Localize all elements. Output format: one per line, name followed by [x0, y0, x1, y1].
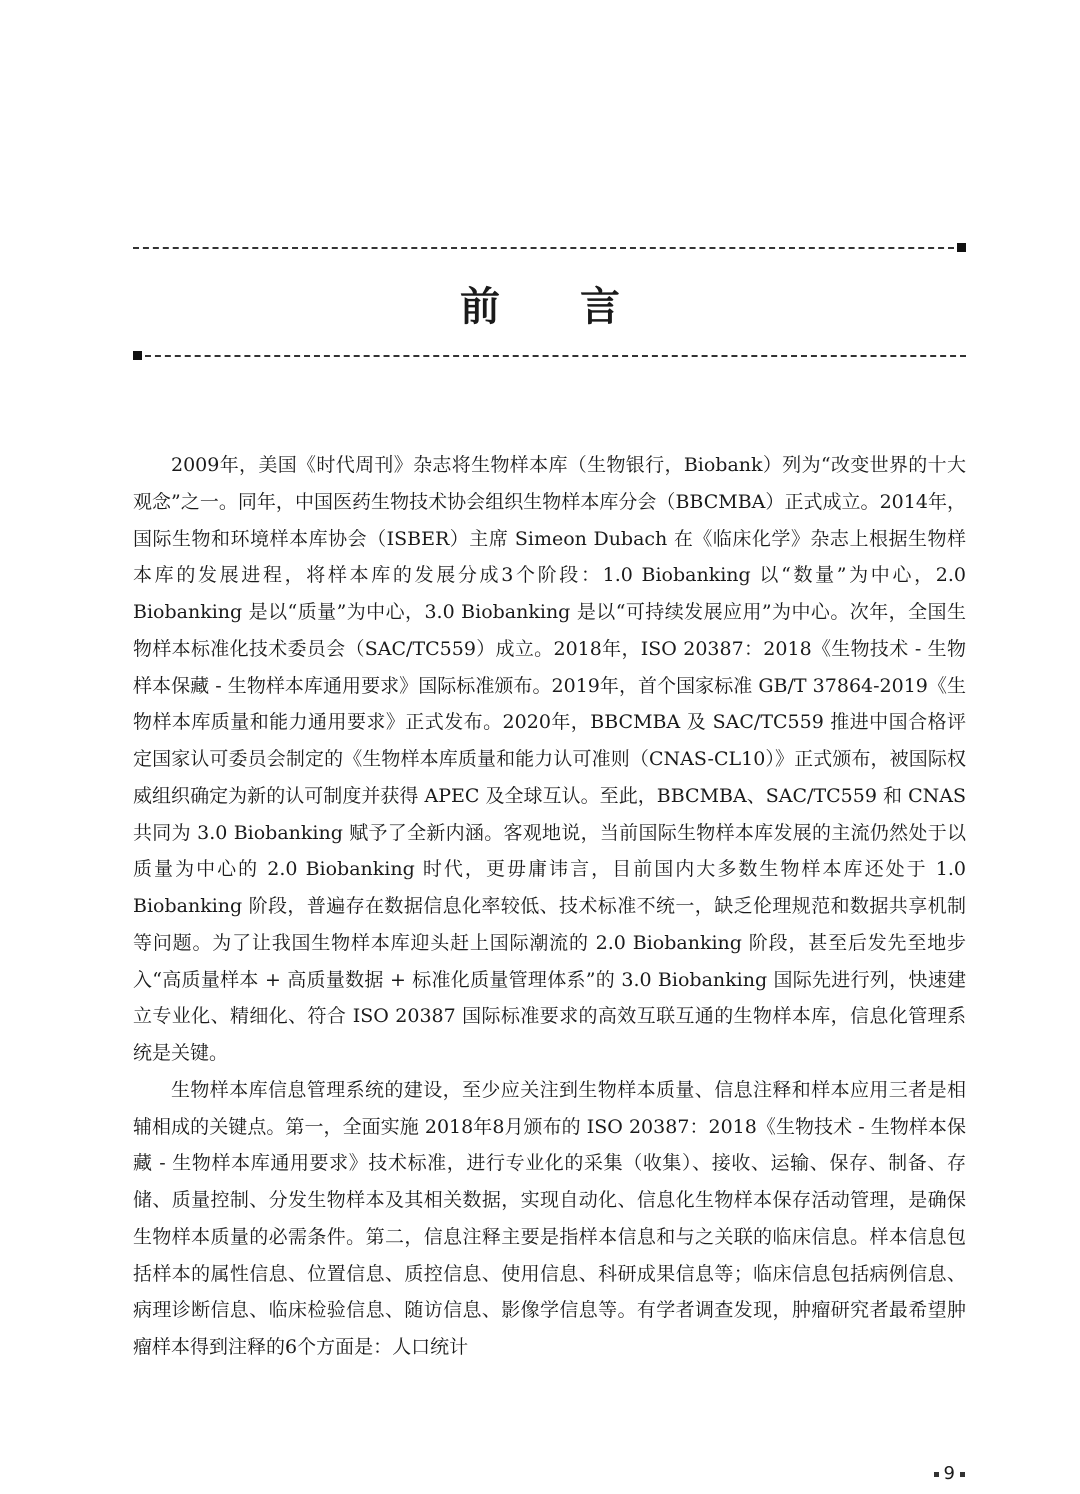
bullet-icon — [960, 1472, 965, 1477]
dashed-line — [145, 355, 966, 357]
paragraph: 2009年，美国《时代周刊》杂志将生物样本库（生物银行，Biobank）列为“改变世界的十大观念”之一。同年，中国医药生物技术协会组织生物样本库分会（BBCMBA）正式成立。2014年，国际生物和环境样本库协会（ISBER）主席 Simeon Dubach 在《临床化学》杂志上根据生物样本库的发展进程，将样本库的发展分成3个阶段：1.0 Biobanking 以“数量”为中心，2.0 Biobanking 是以“质量”为中心，3.0 Biobanking 是以“可持续发展应用”为中心。次年，全国生物样本标准化技术委员会（SAC/TC559）成立。2018年，ISO 20387：2018《生物技术 - 生物样本保藏 - 生物样本库通用要求》国际标准颁布。2019年，首个国家标准 GB/T 37864-2019《生物样本库质量和能力通用要求》正式发布。2020年，BBCMBA 及 SAC/TC559 推进中国合格评定国家认可委员会制定的《生物样本库质量和能力认可准则（CNAS-CL10）》正式颁布，被国际权威组织确定为新的认可制度并获得 APEC 及全球互认。至此，BBCMBA、SAC/TC559 和 CNAS 共同为 3.0 Biobanking 赋予了全新内涵。客观地说，当前国际生物样本库发展的主流仍然处于以质量为中心的 2.0 Biobanking 时代，更毋庸讳言，目前国内大多数生物样本库还处于 1.0 Biobanking 阶段，普遍存在数据信息化率较低、技术标准不统一，缺乏伦理规范和数据共享机制等问题。为了让我国生物样本库迎头赶上国际潮流的 2.0 Biobanking 阶段，甚至后发先至地步入“高质量样本 + 高质量数据 + 标准化质量管理体系”的 3.0 Biobanking 国际先进行列，快速建立专业化、精细化、符合 ISO 20387 国际标准要求的高效互联互通的生物样本库，信息化管理系统是关键。 — [133, 454, 966, 1064]
page-number — [934, 1462, 965, 1486]
header-divider-top — [133, 242, 966, 254]
bullet-icon — [934, 1472, 939, 1477]
page-number-text: 9 — [943, 1463, 955, 1484]
header-divider-bottom — [133, 350, 966, 362]
square-ornament — [957, 243, 966, 252]
preface-body — [133, 447, 966, 1366]
paragraph: 生物样本库信息管理系统的建设，至少应关注到生物样本质量、信息注释和样本应用三者是相辅相成的关键点。第一，全面实施 2018年8月颁布的 ISO 20387：2018《生物技术 - 生物样本保藏 - 生物样本库通用要求》技术标准，进行专业化的采集（收集）、接收、运输、保存、制备、存储、质量控制、分发生物样本及其相关数据，实现自动化、信息化生物样本保存活动管理，是确保生物样本质量的必需条件。第二，信息注释主要是指样本信息和与之关联的临床信息。样本信息包括样本的属性信息、位置信息、质控信息、使用信息、科研成果信息等；临床信息包括病例信息、病理诊断信息、临床检验信息、随访信息、影像学信息等。有学者调查发现，肿瘤研究者最希望肿瘤样本得到注释的6个方面是：人口统计 — [133, 1078, 966, 1358]
square-ornament — [133, 351, 142, 360]
page-title: 前言 — [460, 284, 700, 330]
dashed-line — [133, 247, 954, 249]
